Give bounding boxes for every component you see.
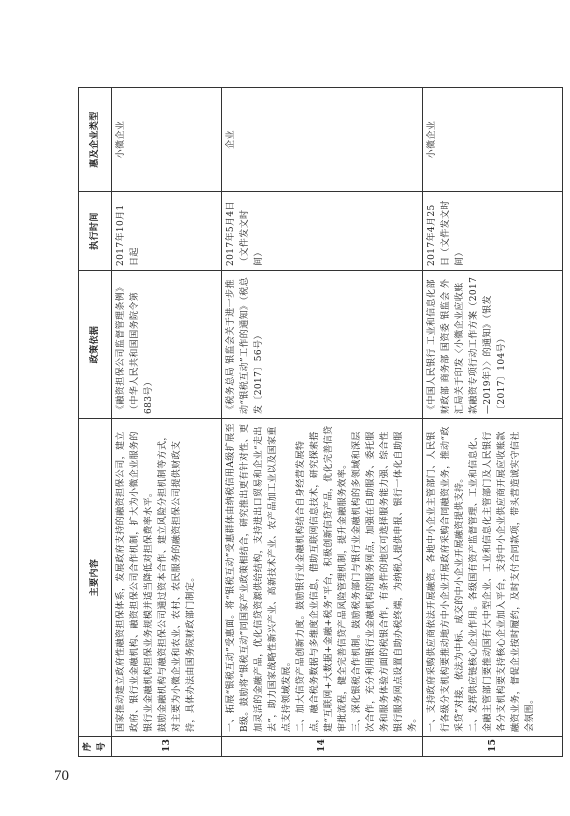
policy-table-rotated	[78, 88, 534, 757]
content-paragraph: 国家推动建立政府性融资担保体系，发展政府支持的融资担保公司，建立政府、银行业金融机构、融资担保公司合作机制，扩大为小微企业服务的银行业金融机构担保业务规模并适当降低对担保费率水平。	[116, 431, 154, 732]
page-number: 70	[54, 768, 69, 784]
table-row	[222, 88, 423, 757]
row-seq: 14	[222, 737, 423, 757]
header-type: 惠及企业类型	[79, 88, 112, 192]
table-row	[423, 88, 563, 757]
table-row	[112, 88, 222, 757]
row-time: 2017年4月25日（文件发文时间）	[423, 192, 563, 271]
row-seq: 13	[112, 737, 222, 757]
policy-table-frame	[78, 88, 534, 757]
content-paragraph: 二、加大信贷产品创新力度。鼓励银行业金融机构结合自身经营发展特点，融合税务数据与多维度企业信息，借助互联网信息技术，研究探索搭建“互联网+大数据+金融+税务”平台，积极创新信贷产品，优化完善信贷审批流程，健全完善信贷产品风险管理机制，提升金融服务效率。	[296, 425, 348, 732]
table-header-row	[79, 88, 112, 757]
content-paragraph: 一、支持政府采购供应商依法开展融资。各地中小企业主管部门、人民银行各级分支机构要推动地方中小企业开展政府采购合同融资业务，推动“政采贷”对接，依法为中标、成交的中小企业开展融资提供支持。	[427, 426, 465, 732]
row-content	[222, 419, 423, 737]
row-type: 小微企业	[423, 88, 563, 192]
header-seq: 序号	[79, 737, 112, 757]
row-time: 2017年5月4日（文件发文时间）	[222, 192, 423, 271]
content-paragraph: 鼓励金融机构与融资担保公司通过资本合作、建立风险分担机制等方式，对主要为小微企业和农业、农村、农民服务的融资担保公司提供财政支持，具体办法由国务院财政部门制定。	[158, 431, 196, 732]
header-basis: 政策依据	[79, 271, 112, 419]
policy-table	[78, 87, 563, 757]
row-content	[423, 419, 563, 737]
row-basis: 《中国人民银行 工业和信息化部 财政部 商务部 国资委 银监会 外汇局关于印发〈小微企业应收账款融资专项行动工作方案（2017—2019年）〉的通知》（银发〔2017〕104号）	[423, 271, 563, 419]
row-basis: 《融资担保公司监督管理条例》（中华人民共和国国务院令第683号）	[112, 271, 222, 419]
content-paragraph: 二、发挥供应链核心企业作用。各级国有资产监督管理、工业和信息化、金融主管部门要推动国有大中型企业、工业和信息化主管部门及人民银行各分支机构要支持核心企业加入平台，支持中小企业供应商开展应收账款融资业务，督促企业按时履约，及时支付合同款项，带头营造诚实守信社会氛围。	[469, 431, 535, 732]
row-content	[112, 419, 222, 737]
row-type: 小微企业	[112, 88, 222, 192]
row-time: 2017年10月1日起	[112, 192, 222, 271]
content-paragraph: 三、深化银税合作机制。鼓励税务部门与银行业金融机构的多领域和深层次合作，充分利用银行业金融机构的服务网点，加强在自助服务、委托服务和服务体验方面的税银合作，有条件的地区可选择服务能力强、综合性银行服务网点设置自助办税终端，为纳税人提供申报、银行一体化自助服务。	[352, 431, 418, 732]
row-type: 企业	[222, 88, 423, 192]
row-seq: 15	[423, 737, 563, 757]
header-time: 执行时间	[79, 192, 112, 271]
header-content: 主要内容	[79, 419, 112, 737]
row-basis: 《税务总局 银监会关于进一步推动“银税互动”工作的通知》（税总发〔2017〕56号）	[222, 271, 423, 419]
content-paragraph: 一、拓展“银税互动”受惠面。将“银税互动”受惠群体由纳税信用A级扩展至B级。鼓励将“银税互动”同国家产业政策相结合，研究推出更有针对性、更加灵活的金融产品，优化信贷资源供给结构，支持进出口贸易和企业“走出去”，助力国家战略性新兴产业、高新技术产业、农产品加工业以及国家重点支持领域发展。	[226, 423, 292, 732]
